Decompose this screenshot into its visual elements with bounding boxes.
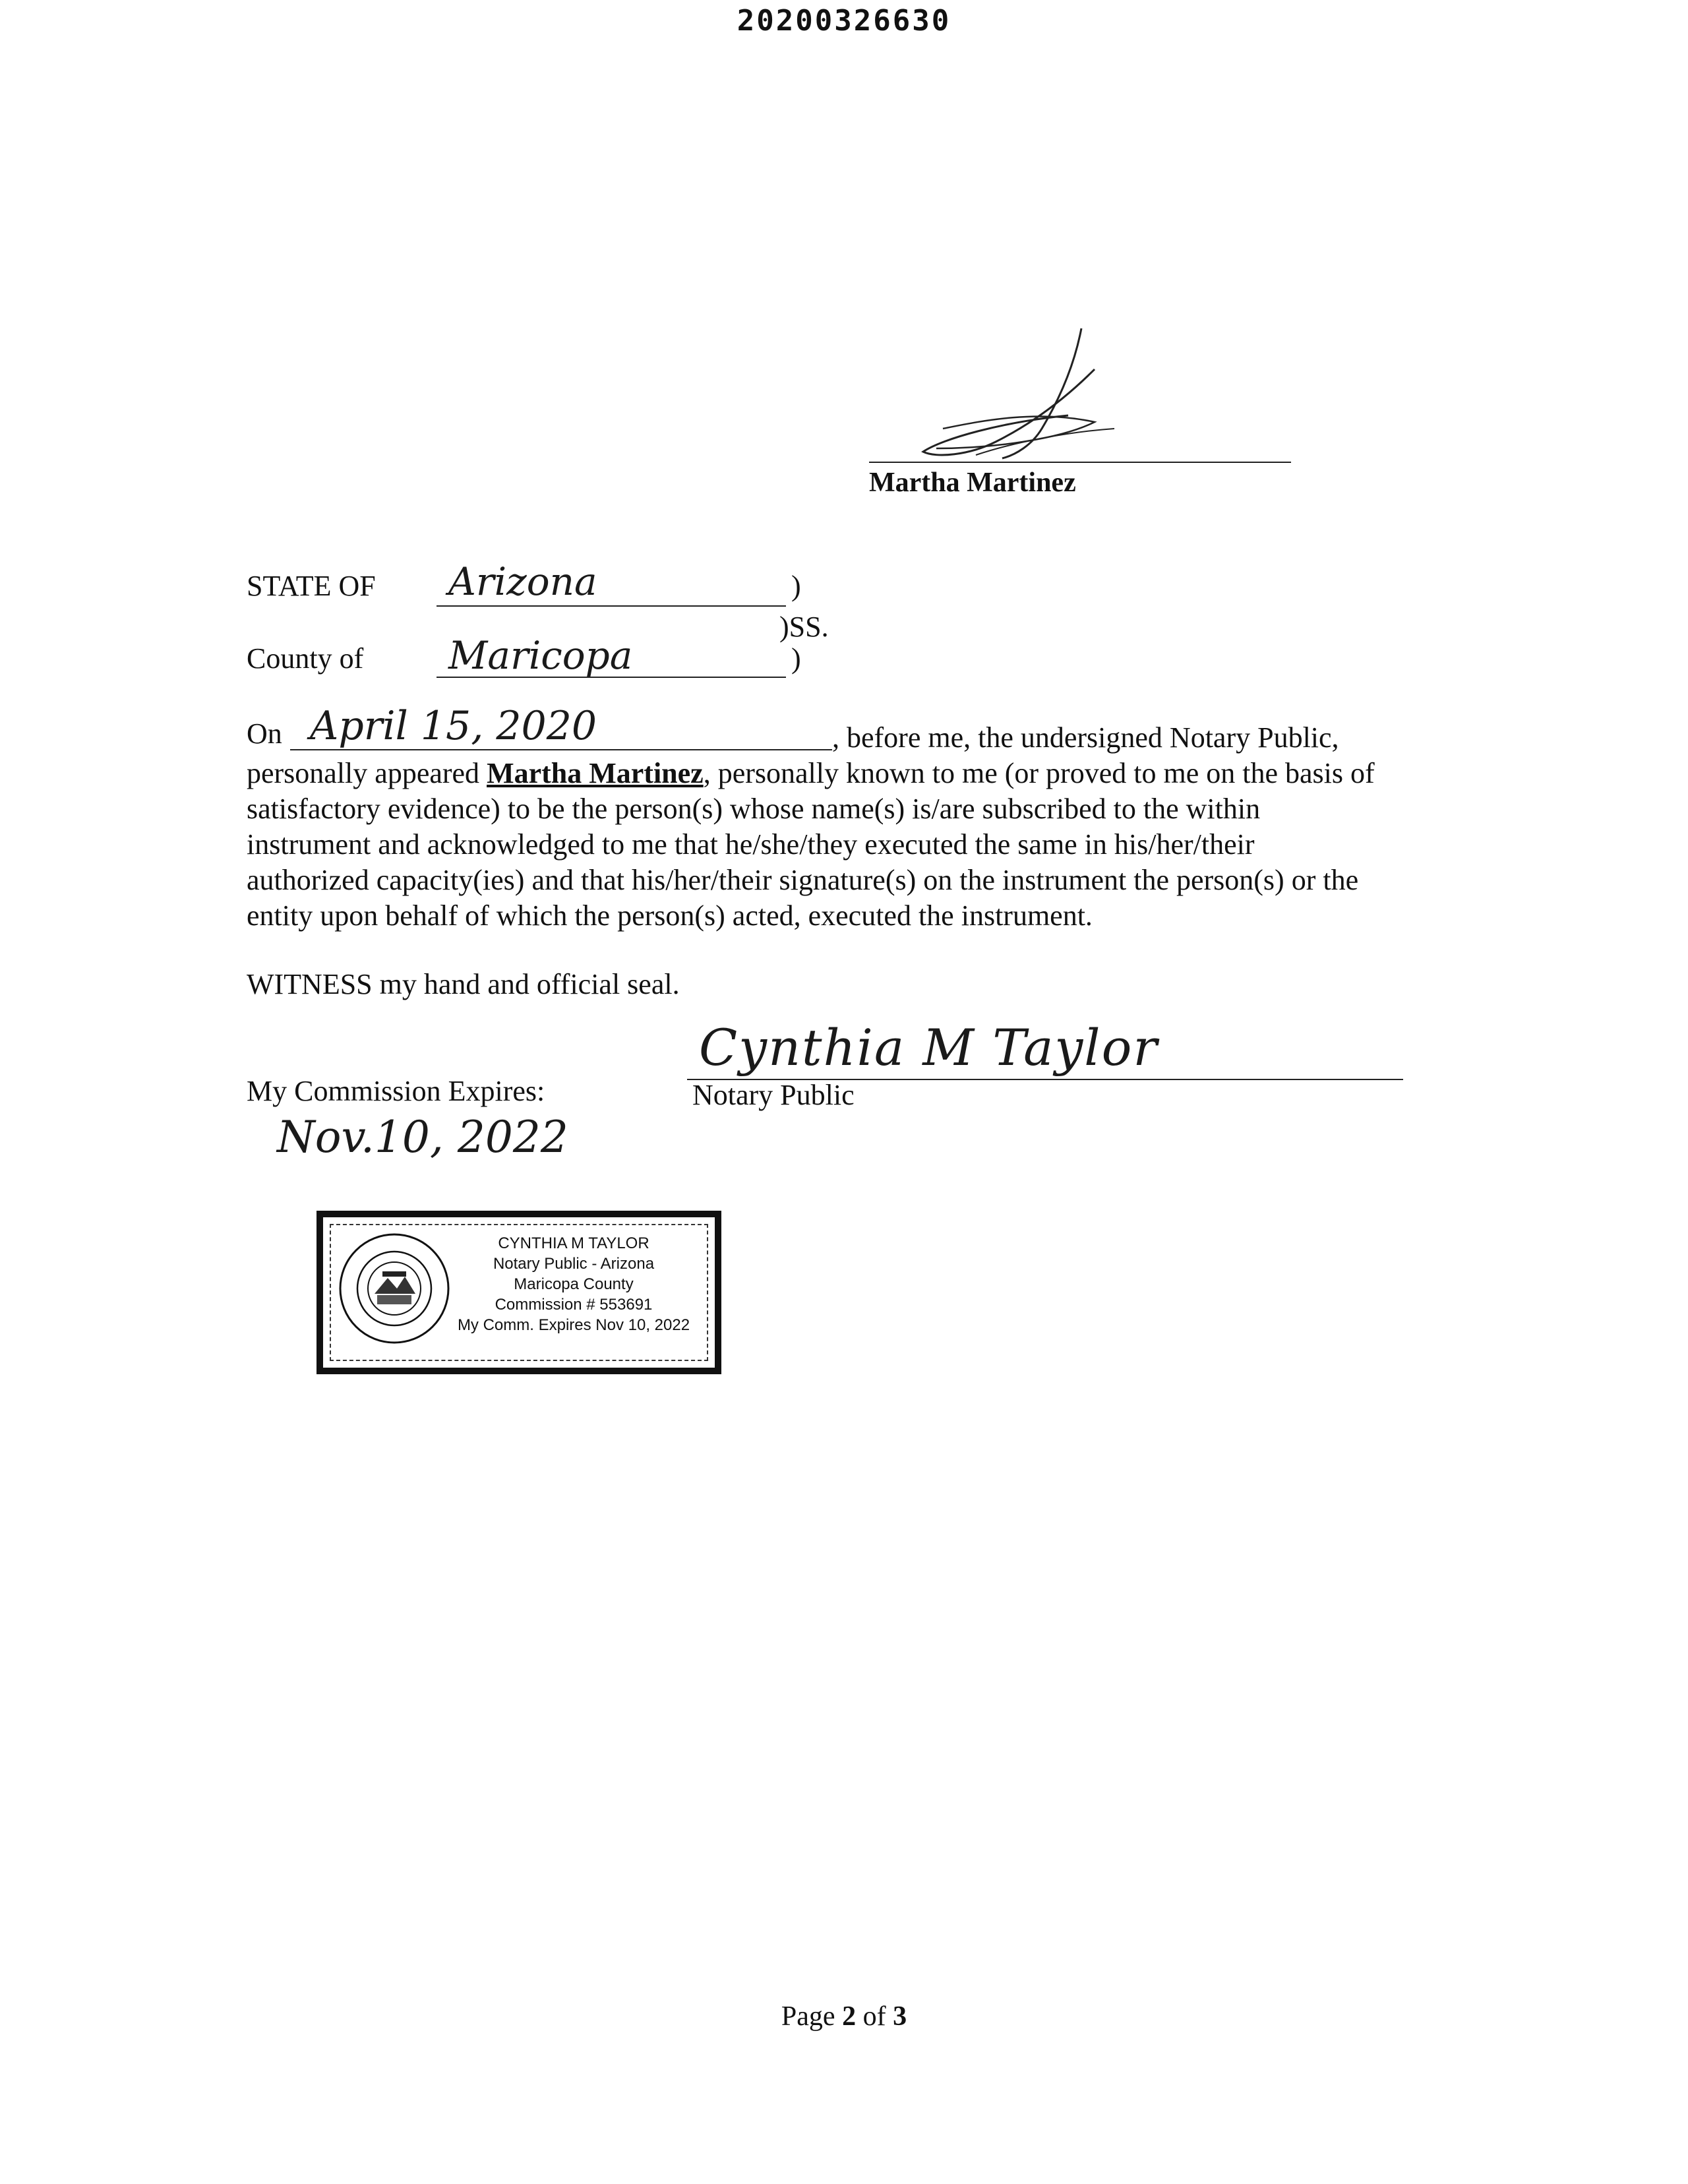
ack-text-rest-line2: , personally known to me (or proved to me on the basis of <box>703 757 1375 789</box>
ack-line-2 <box>247 756 1375 791</box>
notary-public-label: Notary Public <box>692 1079 855 1111</box>
ack-line-6: entity upon behalf of which the person(s) acted, executed the instrument. <box>247 899 1093 932</box>
notary-stamp <box>316 1211 721 1374</box>
ack-text-after-date: , before me, the undersigned Notary Public, <box>832 721 1339 754</box>
page-number <box>0 2001 1688 2032</box>
ack-date-value: April 15, 2020 <box>310 703 597 749</box>
county-label: County of <box>247 642 364 675</box>
county-value: Maricopa <box>448 633 633 678</box>
county-paren: ) <box>791 642 801 675</box>
witness-text: WITNESS my hand and official seal. <box>247 968 680 1000</box>
notary-signature: Cynthia M Taylor <box>699 1018 1159 1077</box>
page-prefix: Page <box>781 2001 835 2032</box>
page-current: 2 <box>842 2001 857 2032</box>
state-value: Arizona <box>448 559 597 604</box>
ack-text-personally: personally appeared <box>247 757 480 789</box>
page-of: of <box>862 2001 886 2032</box>
signer-signature-line <box>869 462 1291 463</box>
state-paren: ) <box>791 570 801 602</box>
signer-name: Martha Martinez <box>869 468 1076 498</box>
ack-line-3: satisfactory evidence) to be the person(s) whose name(s) is/are subscribed to the within <box>247 793 1261 825</box>
stamp-commission-number: Commission # 553691 <box>495 1296 653 1314</box>
notary-stamp-details <box>435 1233 712 1335</box>
county-underline <box>437 677 786 678</box>
on-label: On <box>247 717 282 750</box>
stamp-notary-title: Notary Public - Arizona <box>493 1255 655 1273</box>
commission-expires-value: Nov.10, 2022 <box>277 1112 568 1163</box>
ss-label: )SS. <box>779 611 829 643</box>
ack-appeared-name: Martha Martinez <box>487 757 704 789</box>
ack-line-4: instrument and acknowledged to me that he/she/they executed the same in his/her/their <box>247 828 1255 861</box>
stamp-county: Maricopa County <box>514 1275 634 1293</box>
ack-line-5: authorized capacity(ies) and that his/her/their signature(s) on the instrument the person(s) or the <box>247 864 1359 896</box>
ack-date-underline <box>290 749 832 750</box>
page-total: 3 <box>893 2001 907 2032</box>
state-label: STATE OF <box>247 570 376 602</box>
commission-expires-label: My Commission Expires: <box>247 1075 545 1107</box>
signer-signature <box>897 323 1134 468</box>
stamp-commission-expires: My Comm. Expires Nov 10, 2022 <box>457 1316 690 1334</box>
document-number: 20200326630 <box>737 4 951 38</box>
stamp-notary-name: CYNTHIA M TAYLOR <box>498 1234 649 1252</box>
state-underline <box>437 605 786 607</box>
